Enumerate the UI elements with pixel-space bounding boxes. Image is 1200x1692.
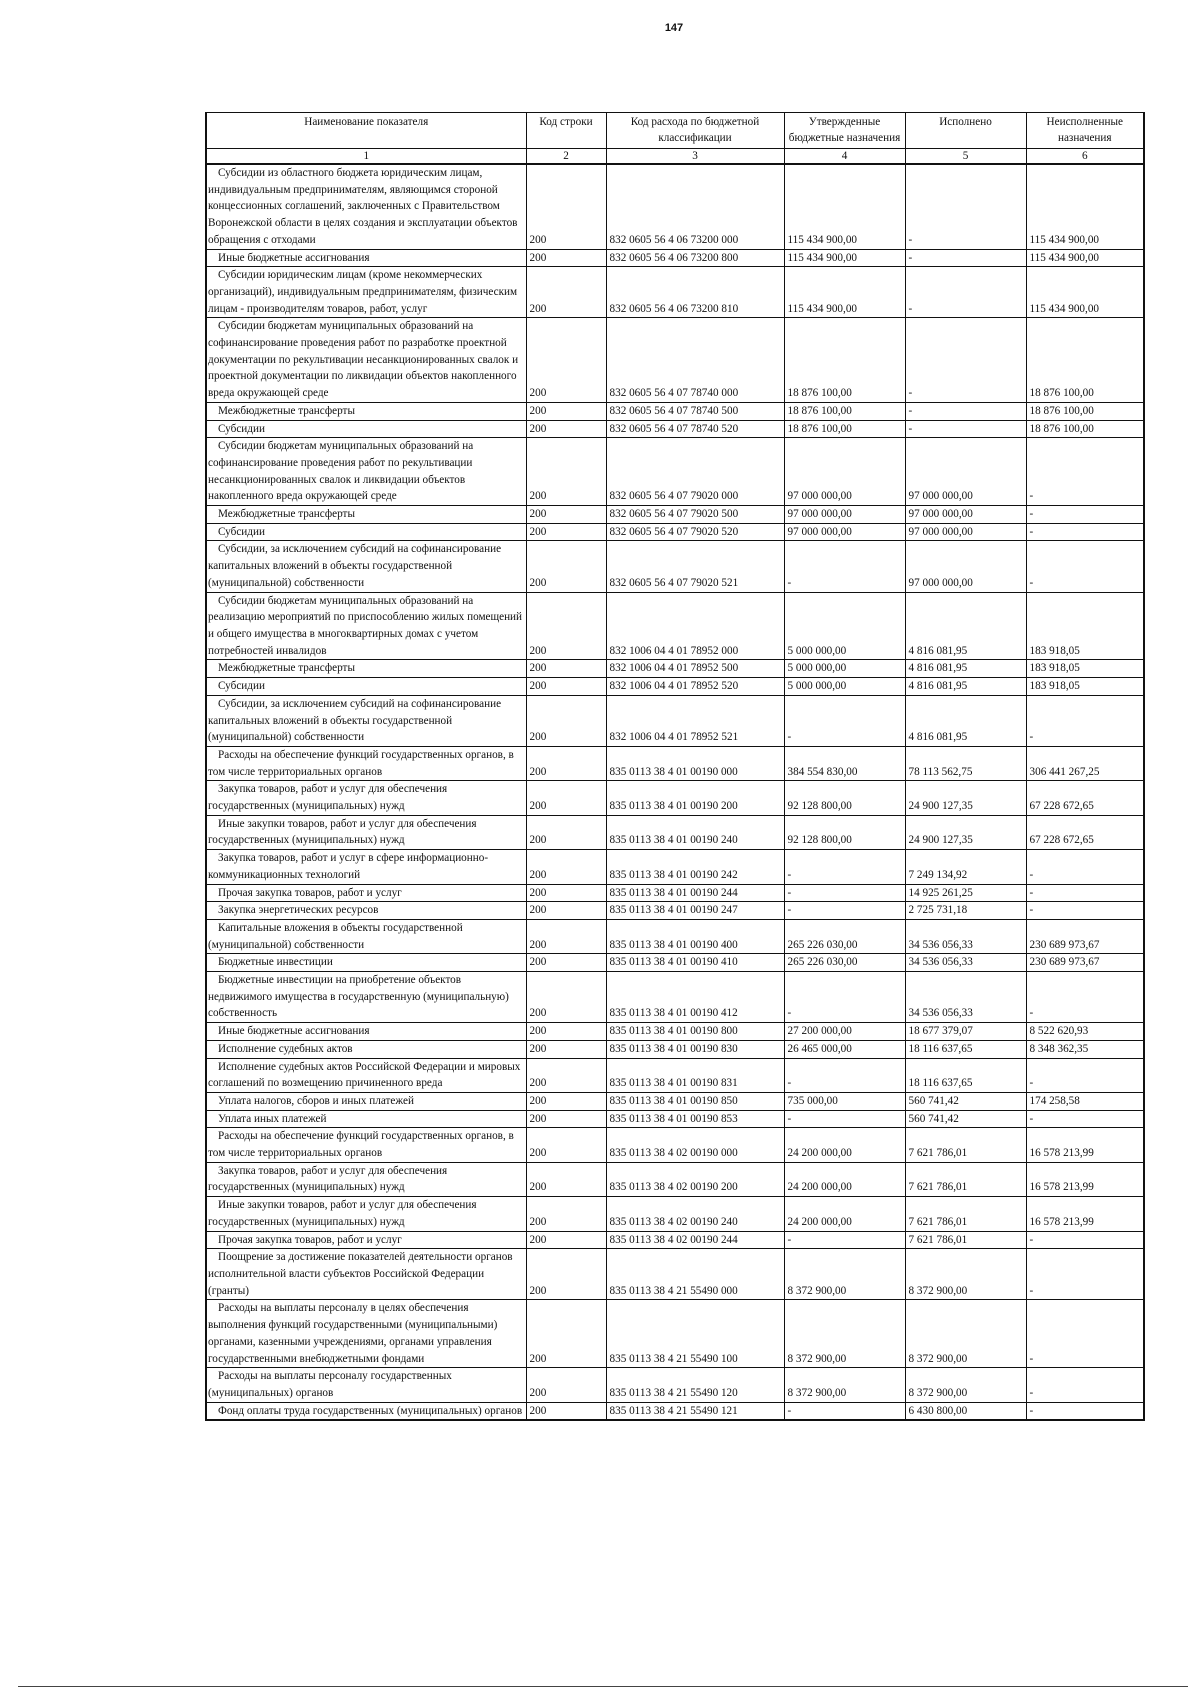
table-row [206,1128,1144,1162]
column-number: 5 [905,149,1026,165]
cell-unexecuted: 67 228 672,65 [1026,781,1144,815]
cell-executed: - [905,164,1026,249]
table-row [206,746,1144,780]
cell-expense-code: 832 1006 04 4 01 78952 000 [606,592,784,660]
cell-line-code: 200 [526,919,606,953]
cell-expense-code: 835 0113 38 4 01 00190 400 [606,919,784,953]
cell-executed: 97 000 000,00 [905,523,1026,541]
cell-unexecuted: 230 689 973,67 [1026,954,1144,972]
cell-unexecuted: 183 918,05 [1026,678,1144,696]
column-number-row [206,149,1144,165]
table-body [206,164,1144,1420]
cell-name: Закупка товаров, работ и услуг для обеспечения государственных (муниципальных) нужд [206,1162,526,1196]
cell-expense-code: 835 0113 38 4 01 00190 240 [606,815,784,849]
cell-unexecuted: - [1026,438,1144,506]
cell-expense-code: 832 0605 56 4 07 78740 000 [606,318,784,403]
column-number: 1 [206,149,526,165]
column-number: 3 [606,149,784,165]
cell-expense-code: 835 0113 38 4 01 00190 412 [606,972,784,1023]
cell-unexecuted: 115 434 900,00 [1026,164,1144,249]
table-row [206,954,1144,972]
table-row [206,523,1144,541]
cell-line-code: 200 [526,438,606,506]
table-row [206,1197,1144,1231]
header-unexecuted: Неисполненные назначения [1026,113,1144,149]
cell-approved: - [784,1058,905,1092]
table-row [206,919,1144,953]
table-row [206,249,1144,267]
cell-line-code: 200 [526,402,606,420]
cell-line-code: 200 [526,1092,606,1110]
cell-approved: 24 200 000,00 [784,1197,905,1231]
cell-executed: 18 116 637,65 [905,1058,1026,1092]
cell-line-code: 200 [526,164,606,249]
header-line-code: Код строки [526,113,606,149]
cell-expense-code: 832 1006 04 4 01 78952 521 [606,695,784,746]
cell-line-code: 200 [526,1058,606,1092]
cell-expense-code: 832 0605 56 4 07 78740 500 [606,402,784,420]
cell-unexecuted: 18 876 100,00 [1026,420,1144,438]
cell-line-code: 200 [526,249,606,267]
cell-unexecuted: 16 578 213,99 [1026,1197,1144,1231]
table-row [206,815,1144,849]
cell-name: Субсидии [206,420,526,438]
cell-unexecuted: - [1026,506,1144,524]
cell-unexecuted: 183 918,05 [1026,592,1144,660]
cell-line-code: 200 [526,506,606,524]
cell-expense-code: 835 0113 38 4 02 00190 244 [606,1231,784,1249]
cell-executed: 560 741,42 [905,1092,1026,1110]
table-row [206,1402,1144,1420]
cell-unexecuted: 230 689 973,67 [1026,919,1144,953]
cell-line-code: 200 [526,1402,606,1420]
table-row [206,438,1144,506]
cell-approved: 735 000,00 [784,1092,905,1110]
cell-approved: 115 434 900,00 [784,249,905,267]
table-row [206,541,1144,592]
cell-expense-code: 835 0113 38 4 21 55490 100 [606,1300,784,1368]
cell-unexecuted: 306 441 267,25 [1026,746,1144,780]
cell-executed: 34 536 056,33 [905,972,1026,1023]
table-row [206,506,1144,524]
cell-approved: - [784,884,905,902]
cell-expense-code: 835 0113 38 4 21 55490 120 [606,1368,784,1402]
table-row [206,164,1144,249]
cell-executed: - [905,267,1026,318]
cell-approved: 8 372 900,00 [784,1368,905,1402]
cell-line-code: 200 [526,267,606,318]
cell-approved: - [784,902,905,920]
cell-approved: 5 000 000,00 [784,592,905,660]
cell-approved: - [784,1231,905,1249]
cell-executed: 4 816 081,95 [905,660,1026,678]
cell-line-code: 200 [526,420,606,438]
table-row [206,592,1144,660]
table-row [206,1040,1144,1058]
cell-unexecuted: - [1026,850,1144,884]
cell-approved: 24 200 000,00 [784,1162,905,1196]
cell-name: Расходы на выплаты персоналу государственных (муниципальных) органов [206,1368,526,1402]
cell-name: Расходы на выплаты персоналу в целях обеспечения выполнения функций государственными (муниципальными) органами, казенными учреждениями, органами управления государственными внебюджетными фондами [206,1300,526,1368]
cell-expense-code: 835 0113 38 4 02 00190 240 [606,1197,784,1231]
cell-name: Закупка товаров, работ и услуг в сфере информационно-коммуникационных технологий [206,850,526,884]
cell-name: Субсидии [206,678,526,696]
cell-expense-code: 832 0605 56 4 06 73200 800 [606,249,784,267]
cell-line-code: 200 [526,318,606,403]
cell-executed: 4 816 081,95 [905,678,1026,696]
cell-line-code: 200 [526,746,606,780]
cell-approved: 92 128 800,00 [784,815,905,849]
cell-executed: 78 113 562,75 [905,746,1026,780]
cell-unexecuted: - [1026,1368,1144,1402]
cell-expense-code: 835 0113 38 4 01 00190 410 [606,954,784,972]
cell-executed: 6 430 800,00 [905,1402,1026,1420]
cell-unexecuted: 115 434 900,00 [1026,267,1144,318]
cell-approved: - [784,695,905,746]
cell-line-code: 200 [526,850,606,884]
cell-approved: - [784,1110,905,1128]
cell-approved: 18 876 100,00 [784,420,905,438]
header-executed: Исполнено [905,113,1026,149]
cell-unexecuted: - [1026,523,1144,541]
cell-approved: - [784,1402,905,1420]
cell-executed: 7 249 134,92 [905,850,1026,884]
header-expense-code: Код расхода по бюджетной классификации [606,113,784,149]
cell-unexecuted: 16 578 213,99 [1026,1162,1144,1196]
cell-approved: 265 226 030,00 [784,919,905,953]
cell-unexecuted: 16 578 213,99 [1026,1128,1144,1162]
table-row [206,420,1144,438]
cell-name: Закупка энергетических ресурсов [206,902,526,920]
cell-unexecuted: 174 258,58 [1026,1092,1144,1110]
cell-expense-code: 835 0113 38 4 01 00190 853 [606,1110,784,1128]
budget-execution-table-container [205,112,1143,1421]
cell-expense-code: 832 0605 56 4 07 79020 500 [606,506,784,524]
cell-line-code: 200 [526,541,606,592]
table-row [206,902,1144,920]
cell-executed: 7 621 786,01 [905,1162,1026,1196]
cell-expense-code: 835 0113 38 4 01 00190 242 [606,850,784,884]
cell-unexecuted: 67 228 672,65 [1026,815,1144,849]
cell-line-code: 200 [526,1110,606,1128]
cell-name: Иные закупки товаров, работ и услуг для обеспечения государственных (муниципальных) нужд [206,815,526,849]
cell-line-code: 200 [526,1040,606,1058]
table-row [206,1023,1144,1041]
cell-executed: - [905,249,1026,267]
cell-name: Бюджетные инвестиции [206,954,526,972]
table-row [206,1092,1144,1110]
cell-name: Субсидии, за исключением субсидий на софинансирование капитальных вложений в объекты государственной (муниципальной) собственности [206,541,526,592]
table-row [206,1162,1144,1196]
cell-name: Субсидии бюджетам муниципальных образований на софинансирование проведения работ по рекультивации несанкционированных свалок и ликвидации объектов накопленного вреда окружающей среде [206,438,526,506]
cell-expense-code: 835 0113 38 4 21 55490 121 [606,1402,784,1420]
cell-unexecuted: - [1026,1231,1144,1249]
column-number: 6 [1026,149,1144,165]
cell-executed: 97 000 000,00 [905,506,1026,524]
cell-approved: 92 128 800,00 [784,781,905,815]
bottom-rule [18,1686,1188,1687]
cell-line-code: 200 [526,1231,606,1249]
cell-approved: 265 226 030,00 [784,954,905,972]
table-row [206,1249,1144,1300]
cell-executed: 8 372 900,00 [905,1368,1026,1402]
cell-approved: 97 000 000,00 [784,506,905,524]
cell-expense-code: 835 0113 38 4 01 00190 850 [606,1092,784,1110]
cell-expense-code: 835 0113 38 4 01 00190 830 [606,1040,784,1058]
table-row [206,695,1144,746]
cell-name: Межбюджетные трансферты [206,402,526,420]
cell-executed: 34 536 056,33 [905,954,1026,972]
table-row [206,402,1144,420]
cell-name: Межбюджетные трансферты [206,660,526,678]
budget-execution-table [205,112,1145,1421]
cell-line-code: 200 [526,523,606,541]
cell-expense-code: 835 0113 38 4 01 00190 800 [606,1023,784,1041]
cell-approved: 27 200 000,00 [784,1023,905,1041]
cell-name: Расходы на обеспечение функций государственных органов, в том числе территориальных органов [206,746,526,780]
cell-approved: 18 876 100,00 [784,318,905,403]
cell-line-code: 200 [526,1368,606,1402]
cell-name: Субсидии юридическим лицам (кроме некоммерческих организаций), индивидуальным предпринимателям, физическим лицам - производителям товаров, работ, услуг [206,267,526,318]
cell-expense-code: 835 0113 38 4 02 00190 200 [606,1162,784,1196]
cell-unexecuted: - [1026,972,1144,1023]
cell-executed: 97 000 000,00 [905,541,1026,592]
cell-unexecuted: 8 522 620,93 [1026,1023,1144,1041]
cell-approved: 8 372 900,00 [784,1300,905,1368]
cell-approved: - [784,541,905,592]
cell-approved: 5 000 000,00 [784,660,905,678]
cell-unexecuted: - [1026,1058,1144,1092]
cell-unexecuted: - [1026,1110,1144,1128]
cell-executed: 7 621 786,01 [905,1197,1026,1231]
cell-name: Уплата налогов, сборов и иных платежей [206,1092,526,1110]
cell-line-code: 200 [526,815,606,849]
cell-name: Прочая закупка товаров, работ и услуг [206,1231,526,1249]
cell-expense-code: 832 0605 56 4 06 73200 810 [606,267,784,318]
table-row [206,850,1144,884]
cell-expense-code: 832 1006 04 4 01 78952 500 [606,660,784,678]
table-row [206,267,1144,318]
table-row [206,678,1144,696]
cell-line-code: 200 [526,1197,606,1231]
table-row [206,1300,1144,1368]
cell-executed: 14 925 261,25 [905,884,1026,902]
cell-unexecuted: - [1026,1402,1144,1420]
cell-executed: 7 621 786,01 [905,1128,1026,1162]
cell-executed: 97 000 000,00 [905,438,1026,506]
cell-name: Капитальные вложения в объекты государственной (муниципальной) собственности [206,919,526,953]
cell-name: Иные бюджетные ассигнования [206,1023,526,1041]
cell-approved: 97 000 000,00 [784,523,905,541]
column-number: 4 [784,149,905,165]
cell-unexecuted: - [1026,884,1144,902]
cell-executed: 7 621 786,01 [905,1231,1026,1249]
cell-approved: 26 465 000,00 [784,1040,905,1058]
cell-expense-code: 835 0113 38 4 01 00190 247 [606,902,784,920]
cell-unexecuted: 18 876 100,00 [1026,402,1144,420]
cell-executed: - [905,402,1026,420]
table-row [206,884,1144,902]
cell-approved: 24 200 000,00 [784,1128,905,1162]
cell-line-code: 200 [526,1162,606,1196]
cell-name: Субсидии, за исключением субсидий на софинансирование капитальных вложений в объекты государственной (муниципальной) собственности [206,695,526,746]
cell-executed: - [905,420,1026,438]
cell-approved: 97 000 000,00 [784,438,905,506]
cell-unexecuted: - [1026,1300,1144,1368]
cell-name: Субсидии бюджетам муниципальных образований на софинансирование проведения работ по разработке проектной документации по рекультивации несанкционированных свалок и проектной документации по ликвидации объектов накопленного вреда окружающей среде [206,318,526,403]
header-row [206,113,1144,149]
cell-expense-code: 835 0113 38 4 02 00190 000 [606,1128,784,1162]
cell-line-code: 200 [526,972,606,1023]
cell-line-code: 200 [526,1128,606,1162]
table-row [206,1231,1144,1249]
cell-line-code: 200 [526,954,606,972]
header-approved: Утвержденные бюджетные назначения [784,113,905,149]
cell-unexecuted: - [1026,541,1144,592]
cell-executed: 8 372 900,00 [905,1300,1026,1368]
cell-name: Бюджетные инвестиции на приобретение объектов недвижимого имущества в государственную (муниципальную) собственность [206,972,526,1023]
cell-line-code: 200 [526,884,606,902]
header-name: Наименование показателя [206,113,526,149]
cell-expense-code: 835 0113 38 4 01 00190 200 [606,781,784,815]
cell-name: Расходы на обеспечение функций государственных органов, в том числе территориальных органов [206,1128,526,1162]
cell-name: Иные закупки товаров, работ и услуг для обеспечения государственных (муниципальных) нужд [206,1197,526,1231]
cell-expense-code: 832 0605 56 4 07 79020 521 [606,541,784,592]
cell-executed: 24 900 127,35 [905,815,1026,849]
cell-expense-code: 832 1006 04 4 01 78952 520 [606,678,784,696]
cell-approved: 115 434 900,00 [784,267,905,318]
cell-unexecuted: 18 876 100,00 [1026,318,1144,403]
table-header [206,113,1144,165]
cell-line-code: 200 [526,1300,606,1368]
table-row [206,1058,1144,1092]
cell-expense-code: 835 0113 38 4 01 00190 831 [606,1058,784,1092]
cell-name: Субсидии из областного бюджета юридическим лицам, индивидуальным предпринимателям, являющимся стороной концессионных соглашений, заключенных с Правительством Воронежской области в целях создания и эксплуатации объектов обращения с отходами [206,164,526,249]
cell-approved: 18 876 100,00 [784,402,905,420]
cell-expense-code: 832 0605 56 4 07 79020 000 [606,438,784,506]
cell-line-code: 200 [526,781,606,815]
cell-expense-code: 832 0605 56 4 06 73200 000 [606,164,784,249]
cell-name: Прочая закупка товаров, работ и услуг [206,884,526,902]
cell-expense-code: 835 0113 38 4 01 00190 244 [606,884,784,902]
cell-unexecuted: 115 434 900,00 [1026,249,1144,267]
cell-unexecuted: - [1026,695,1144,746]
cell-line-code: 200 [526,678,606,696]
cell-expense-code: 835 0113 38 4 01 00190 000 [606,746,784,780]
table-row [206,781,1144,815]
cell-executed: 18 116 637,65 [905,1040,1026,1058]
table-row [206,1368,1144,1402]
cell-approved: 5 000 000,00 [784,678,905,696]
cell-approved: 8 372 900,00 [784,1249,905,1300]
cell-expense-code: 835 0113 38 4 21 55490 000 [606,1249,784,1300]
cell-line-code: 200 [526,1249,606,1300]
cell-expense-code: 832 0605 56 4 07 78740 520 [606,420,784,438]
cell-unexecuted: - [1026,902,1144,920]
column-number: 2 [526,149,606,165]
cell-name: Поощрение за достижение показателей деятельности органов исполнительной власти субъектов Российской Федерации (гранты) [206,1249,526,1300]
table-row [206,972,1144,1023]
cell-line-code: 200 [526,592,606,660]
cell-executed: - [905,318,1026,403]
cell-approved: - [784,850,905,884]
page-number: 147 [664,22,684,34]
table-row [206,318,1144,403]
cell-line-code: 200 [526,695,606,746]
cell-executed: 4 816 081,95 [905,592,1026,660]
cell-name: Субсидии бюджетам муниципальных образований на реализацию мероприятий по приспособлению жилых помещений и общего имущества в многоквартирных домах с учетом потребностей инвалидов [206,592,526,660]
cell-name: Исполнение судебных актов Российской Федерации и мировых соглашений по возмещению причиненного вреда [206,1058,526,1092]
cell-name: Иные бюджетные ассигнования [206,249,526,267]
cell-executed: 8 372 900,00 [905,1249,1026,1300]
cell-executed: 34 536 056,33 [905,919,1026,953]
table-row [206,1110,1144,1128]
cell-executed: 18 677 379,07 [905,1023,1026,1041]
cell-approved: - [784,972,905,1023]
cell-unexecuted: 183 918,05 [1026,660,1144,678]
cell-name: Уплата иных платежей [206,1110,526,1128]
cell-executed: 24 900 127,35 [905,781,1026,815]
cell-line-code: 200 [526,902,606,920]
cell-approved: 115 434 900,00 [784,164,905,249]
table-row [206,660,1144,678]
cell-name: Межбюджетные трансферты [206,506,526,524]
cell-unexecuted: - [1026,1249,1144,1300]
cell-executed: 2 725 731,18 [905,902,1026,920]
cell-name: Закупка товаров, работ и услуг для обеспечения государственных (муниципальных) нужд [206,781,526,815]
cell-executed: 560 741,42 [905,1110,1026,1128]
cell-line-code: 200 [526,1023,606,1041]
cell-line-code: 200 [526,660,606,678]
cell-name: Фонд оплаты труда государственных (муниципальных) органов [206,1402,526,1420]
cell-executed: 4 816 081,95 [905,695,1026,746]
cell-unexecuted: 8 348 362,35 [1026,1040,1144,1058]
cell-expense-code: 832 0605 56 4 07 79020 520 [606,523,784,541]
cell-name: Исполнение судебных актов [206,1040,526,1058]
cell-name: Субсидии [206,523,526,541]
cell-approved: 384 554 830,00 [784,746,905,780]
